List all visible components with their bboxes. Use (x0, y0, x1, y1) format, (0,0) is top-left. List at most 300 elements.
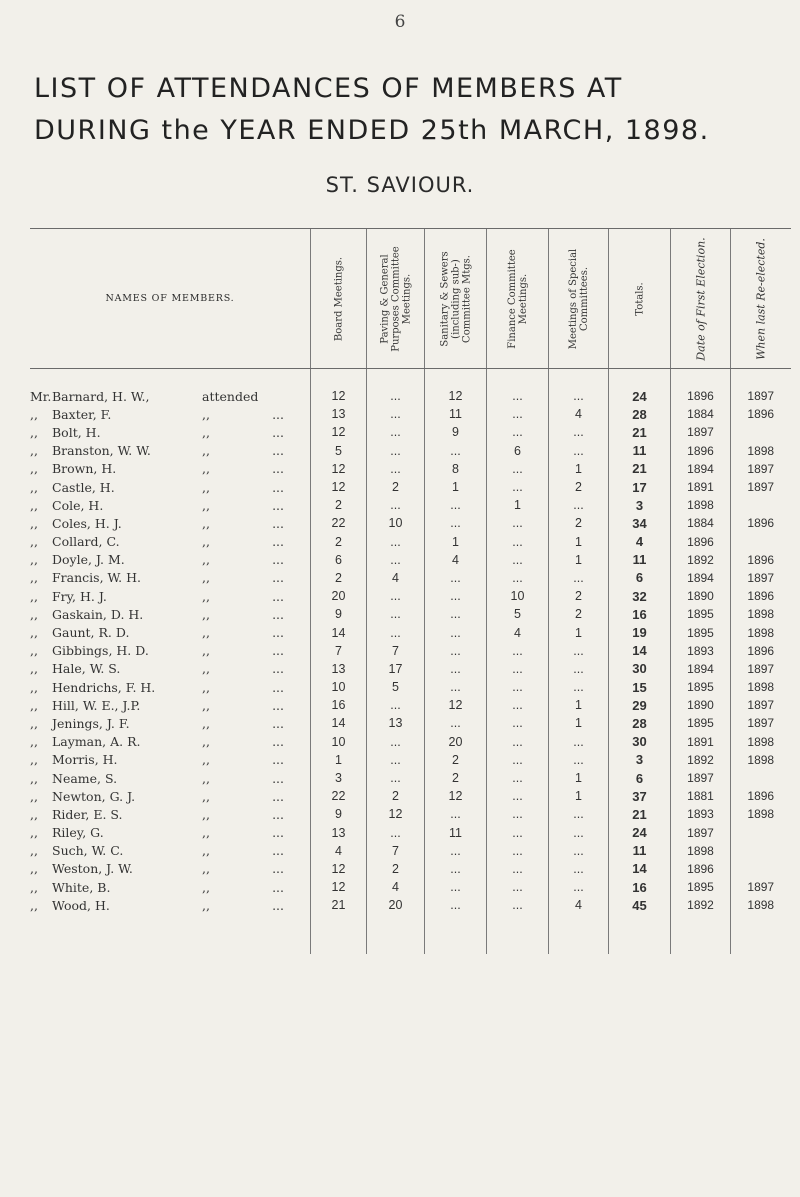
member-name-cell (30, 678, 311, 696)
special-count: ... (549, 423, 609, 441)
paving-count: ... (367, 587, 425, 605)
attended-label: ,, (202, 570, 210, 586)
finance-count: ... (487, 460, 549, 478)
name-prefix: ,, (30, 770, 38, 786)
reelected-year: 1898 (731, 805, 791, 823)
sanitary-count: 12 (425, 387, 487, 405)
paving-count: ... (367, 442, 425, 460)
board-count: 13 (311, 660, 367, 678)
attended-label: ,, (202, 788, 210, 804)
first-election-year: 1891 (671, 733, 731, 751)
reelected-year: 1896 (731, 514, 791, 532)
header-names: NAMES OF MEMBERS. (30, 229, 311, 369)
attended-label: ,, (202, 406, 210, 422)
total-count: 32 (609, 587, 671, 605)
member-name: Coles, H. J. (52, 515, 122, 531)
board-count: 9 (311, 605, 367, 623)
reelected-year: 1898 (731, 442, 791, 460)
board-count: 2 (311, 533, 367, 551)
member-name-cell (30, 533, 311, 551)
leader-dots: ... (272, 406, 284, 422)
attended-label: ,, (202, 861, 210, 877)
paving-count: 13 (367, 714, 425, 732)
first-election-year: 1890 (671, 587, 731, 605)
leader-dots: ... (272, 625, 284, 641)
member-name-cell (30, 623, 311, 641)
sanitary-count: ... (425, 660, 487, 678)
first-election-year: 1884 (671, 514, 731, 532)
reelected-year: 1896 (731, 405, 791, 423)
table-row (30, 805, 791, 823)
table-row (30, 678, 791, 696)
first-election-year: 1890 (671, 696, 731, 714)
table-tail-row (30, 914, 791, 954)
title-line-1: LIST OF ATTENDANCES OF MEMBERS AT (34, 73, 623, 104)
finance-count: ... (487, 551, 549, 569)
attended-label: ,, (202, 843, 210, 859)
special-count: 1 (549, 696, 609, 714)
table-row (30, 860, 791, 878)
table-row (30, 824, 791, 842)
leader-dots: ... (272, 606, 284, 622)
attended-label: ,, (202, 752, 210, 768)
special-count: 1 (549, 460, 609, 478)
finance-count: ... (487, 896, 549, 914)
sanitary-count: ... (425, 442, 487, 460)
member-name-cell (30, 860, 311, 878)
reelected-year (731, 769, 791, 787)
finance-count: ... (487, 642, 549, 660)
reelected-year: 1896 (731, 551, 791, 569)
member-name-cell (30, 551, 311, 569)
special-count: 1 (549, 714, 609, 732)
first-election-year: 1896 (671, 387, 731, 405)
name-prefix: ,, (30, 788, 38, 804)
table-row (30, 478, 791, 496)
board-count: 5 (311, 442, 367, 460)
total-count: 28 (609, 714, 671, 732)
sanitary-count: 11 (425, 405, 487, 423)
attended-label: ,, (202, 534, 210, 550)
board-count: 14 (311, 623, 367, 641)
member-name: Riley, G. (52, 825, 104, 841)
first-election-year: 1892 (671, 751, 731, 769)
reelected-year: 1897 (731, 387, 791, 405)
paving-count: ... (367, 496, 425, 514)
first-election-year: 1895 (671, 605, 731, 623)
member-name-cell (30, 842, 311, 860)
special-count: 1 (549, 533, 609, 551)
special-count: ... (549, 860, 609, 878)
table-row (30, 533, 791, 551)
leader-dots: ... (272, 788, 284, 804)
sanitary-count: 11 (425, 824, 487, 842)
first-election-year: 1897 (671, 824, 731, 842)
member-name-cell (30, 787, 311, 805)
attended-label: ,, (202, 770, 210, 786)
member-name: Collard, C. (52, 534, 120, 550)
sanitary-count: 8 (425, 460, 487, 478)
board-count: 12 (311, 478, 367, 496)
table-row (30, 514, 791, 532)
paving-count: 7 (367, 642, 425, 660)
member-name: Baxter, F. (52, 406, 112, 422)
member-name-cell (30, 878, 311, 896)
table-row (30, 787, 791, 805)
total-count: 14 (609, 642, 671, 660)
member-name: Weston, J. W. (52, 861, 133, 877)
sanitary-count: ... (425, 623, 487, 641)
reelected-year (731, 842, 791, 860)
name-prefix: ,, (30, 406, 38, 422)
special-count: ... (549, 678, 609, 696)
first-election-year: 1895 (671, 878, 731, 896)
member-name: Hill, W. E., J.P. (52, 697, 141, 713)
name-prefix: Mr. (30, 388, 52, 404)
name-prefix: ,, (30, 661, 38, 677)
name-prefix: ,, (30, 825, 38, 841)
member-name: Francis, W. H. (52, 570, 141, 586)
special-count: ... (549, 642, 609, 660)
finance-count: ... (487, 387, 549, 405)
member-name-cell (30, 714, 311, 732)
reelected-year: 1898 (731, 733, 791, 751)
board-count: 10 (311, 678, 367, 696)
first-election-year: 1898 (671, 496, 731, 514)
sanitary-count: ... (425, 805, 487, 823)
leader-dots: ... (272, 897, 284, 913)
name-prefix: ,, (30, 479, 38, 495)
attended-label: attended (202, 388, 259, 404)
sanitary-count: 9 (425, 423, 487, 441)
member-name: Hale, W. S. (52, 661, 121, 677)
total-count: 30 (609, 733, 671, 751)
total-count: 14 (609, 860, 671, 878)
sanitary-count: ... (425, 714, 487, 732)
member-name-cell (30, 751, 311, 769)
total-count: 6 (609, 769, 671, 787)
name-prefix: ,, (30, 734, 38, 750)
attended-label: ,, (202, 515, 210, 531)
finance-count: 5 (487, 605, 549, 623)
member-name-cell (30, 605, 311, 623)
paving-count: 4 (367, 878, 425, 896)
name-prefix: ,, (30, 424, 38, 440)
name-prefix: ,, (30, 843, 38, 859)
board-count: 16 (311, 696, 367, 714)
board-count: 6 (311, 551, 367, 569)
finance-count: 4 (487, 623, 549, 641)
member-name: Neame, S. (52, 770, 118, 786)
reelected-year (731, 423, 791, 441)
special-count: 4 (549, 896, 609, 914)
board-count: 7 (311, 642, 367, 660)
member-name: Cole, H. (52, 497, 104, 513)
total-count: 11 (609, 842, 671, 860)
finance-count: ... (487, 824, 549, 842)
member-name-cell (30, 423, 311, 441)
total-count: 15 (609, 678, 671, 696)
member-name-cell (30, 587, 311, 605)
name-prefix: ,, (30, 806, 38, 822)
reelected-year: 1896 (731, 642, 791, 660)
name-prefix: ,, (30, 679, 38, 695)
attended-label: ,, (202, 606, 210, 622)
member-name-cell (30, 569, 311, 587)
first-election-year: 1896 (671, 533, 731, 551)
finance-count: ... (487, 569, 549, 587)
leader-dots: ... (272, 461, 284, 477)
leader-dots: ... (272, 861, 284, 877)
attended-label: ,, (202, 461, 210, 477)
spacer-row (30, 369, 791, 388)
first-election-year: 1895 (671, 714, 731, 732)
attended-label: ,, (202, 552, 210, 568)
table-row (30, 460, 791, 478)
first-election-year: 1894 (671, 660, 731, 678)
paving-count: ... (367, 387, 425, 405)
name-prefix: ,, (30, 497, 38, 513)
reelected-year (731, 496, 791, 514)
special-count: 1 (549, 551, 609, 569)
paving-count: ... (367, 733, 425, 751)
member-name: White, B. (52, 879, 111, 895)
board-count: 1 (311, 751, 367, 769)
paving-count: ... (367, 405, 425, 423)
attended-label: ,, (202, 479, 210, 495)
total-count: 37 (609, 787, 671, 805)
leader-dots: ... (272, 697, 284, 713)
first-election-year: 1894 (671, 569, 731, 587)
member-name-cell (30, 660, 311, 678)
first-election-year: 1893 (671, 805, 731, 823)
leader-dots: ... (272, 770, 284, 786)
reelected-year: 1898 (731, 751, 791, 769)
header-totals: Totals. (609, 229, 671, 369)
special-count: ... (549, 442, 609, 460)
first-election-year: 1897 (671, 423, 731, 441)
member-name: Gaunt, R. D. (52, 625, 130, 641)
paving-count: ... (367, 623, 425, 641)
member-name-cell (30, 733, 311, 751)
total-count: 6 (609, 569, 671, 587)
first-election-year: 1894 (671, 460, 731, 478)
board-count: 22 (311, 514, 367, 532)
sanitary-count: ... (425, 587, 487, 605)
total-count: 16 (609, 878, 671, 896)
table-row (30, 551, 791, 569)
attended-label: ,, (202, 625, 210, 641)
board-count: 2 (311, 569, 367, 587)
reelected-year: 1898 (731, 623, 791, 641)
reelected-year: 1897 (731, 478, 791, 496)
sanitary-count: ... (425, 678, 487, 696)
leader-dots: ... (272, 570, 284, 586)
attended-label: ,, (202, 588, 210, 604)
board-count: 13 (311, 824, 367, 842)
leader-dots: ... (272, 843, 284, 859)
paving-count: 5 (367, 678, 425, 696)
board-count: 9 (311, 805, 367, 823)
table-row (30, 878, 791, 896)
paving-count: ... (367, 751, 425, 769)
attended-label: ,, (202, 697, 210, 713)
header-paving: Paving & General Purposes Committee Meetings. (367, 229, 425, 369)
finance-count: ... (487, 842, 549, 860)
member-name-cell (30, 896, 311, 914)
total-count: 28 (609, 405, 671, 423)
attended-label: ,, (202, 497, 210, 513)
first-election-year: 1896 (671, 860, 731, 878)
attended-label: ,, (202, 825, 210, 841)
member-name: Layman, A. R. (52, 734, 141, 750)
table-row (30, 587, 791, 605)
leader-dots: ... (272, 588, 284, 604)
paving-count: 2 (367, 860, 425, 878)
reelected-year (731, 533, 791, 551)
special-count: 1 (549, 769, 609, 787)
first-election-year: 1895 (671, 678, 731, 696)
member-name: Wood, H. (52, 897, 110, 913)
finance-count: ... (487, 514, 549, 532)
member-name-cell (30, 769, 311, 787)
leader-dots: ... (272, 443, 284, 459)
first-election-year: 1884 (671, 405, 731, 423)
header-board: Board Meetings. (311, 229, 367, 369)
reelected-year: 1897 (731, 714, 791, 732)
leader-dots: ... (272, 806, 284, 822)
page-number: 6 (394, 12, 406, 32)
sanitary-count: ... (425, 514, 487, 532)
paving-count: ... (367, 533, 425, 551)
total-count: 34 (609, 514, 671, 532)
attended-label: ,, (202, 679, 210, 695)
total-count: 21 (609, 423, 671, 441)
name-prefix: ,, (30, 534, 38, 550)
special-count: ... (549, 824, 609, 842)
paving-count: ... (367, 824, 425, 842)
table-row (30, 496, 791, 514)
paving-count: 7 (367, 842, 425, 860)
special-count: 2 (549, 514, 609, 532)
sanitary-count: 1 (425, 533, 487, 551)
first-election-year: 1881 (671, 787, 731, 805)
board-count: 4 (311, 842, 367, 860)
member-name-cell (30, 496, 311, 514)
reelected-year: 1896 (731, 787, 791, 805)
special-count: ... (549, 842, 609, 860)
member-name-cell (30, 642, 311, 660)
reelected-year: 1898 (731, 605, 791, 623)
member-name: Bolt, H. (52, 424, 101, 440)
page-title (34, 68, 794, 152)
finance-count: ... (487, 533, 549, 551)
first-election-year: 1898 (671, 842, 731, 860)
special-count: 2 (549, 478, 609, 496)
member-name: Gaskain, D. H. (52, 606, 144, 622)
finance-count: ... (487, 751, 549, 769)
name-prefix: ,, (30, 861, 38, 877)
leader-dots: ... (272, 643, 284, 659)
name-prefix: ,, (30, 515, 38, 531)
member-name: Newton, G. J. (52, 788, 136, 804)
special-count: ... (549, 805, 609, 823)
name-prefix: ,, (30, 897, 38, 913)
attended-label: ,, (202, 661, 210, 677)
special-count: ... (549, 878, 609, 896)
sanitary-count: 4 (425, 551, 487, 569)
member-name: Rider, E. S. (52, 806, 123, 822)
reelected-year: 1897 (731, 878, 791, 896)
board-count: 13 (311, 405, 367, 423)
name-prefix: ,, (30, 625, 38, 641)
name-prefix: ,, (30, 606, 38, 622)
board-count: 20 (311, 587, 367, 605)
table-row (30, 605, 791, 623)
paving-count: ... (367, 769, 425, 787)
finance-count: ... (487, 769, 549, 787)
finance-count: ... (487, 660, 549, 678)
reelected-year: 1897 (731, 569, 791, 587)
paving-count: 12 (367, 805, 425, 823)
sanitary-count: ... (425, 860, 487, 878)
table-row (30, 623, 791, 641)
special-count: ... (549, 733, 609, 751)
member-name-cell (30, 514, 311, 532)
total-count: 4 (609, 533, 671, 551)
total-count: 45 (609, 896, 671, 914)
header-finance: Finance Committee Meetings. (487, 229, 549, 369)
table-row (30, 387, 791, 405)
leader-dots: ... (272, 715, 284, 731)
paving-count: 20 (367, 896, 425, 914)
sanitary-count: 12 (425, 696, 487, 714)
first-election-year: 1897 (671, 769, 731, 787)
paving-count: 2 (367, 787, 425, 805)
paving-count: 17 (367, 660, 425, 678)
total-count: 3 (609, 496, 671, 514)
table-row (30, 442, 791, 460)
board-count: 10 (311, 733, 367, 751)
member-name-cell (30, 442, 311, 460)
finance-count: ... (487, 733, 549, 751)
attended-label: ,, (202, 897, 210, 913)
name-prefix: ,, (30, 588, 38, 604)
leader-dots: ... (272, 679, 284, 695)
total-count: 24 (609, 387, 671, 405)
paving-count: ... (367, 423, 425, 441)
sanitary-count: 20 (425, 733, 487, 751)
special-count: ... (549, 496, 609, 514)
board-count: 14 (311, 714, 367, 732)
name-prefix: ,, (30, 570, 38, 586)
total-count: 11 (609, 442, 671, 460)
member-name: Such, W. C. (52, 843, 124, 859)
board-count: 12 (311, 860, 367, 878)
board-count: 22 (311, 787, 367, 805)
member-name-cell (30, 824, 311, 842)
header-first-election: Date of First Election. (671, 229, 731, 369)
first-election-year: 1892 (671, 551, 731, 569)
table-row (30, 405, 791, 423)
name-prefix: ,, (30, 461, 38, 477)
sanitary-count: 1 (425, 478, 487, 496)
member-name-cell (30, 478, 311, 496)
total-count: 21 (609, 460, 671, 478)
sanitary-count: ... (425, 878, 487, 896)
first-election-year: 1892 (671, 896, 731, 914)
member-name: Gibbings, H. D. (52, 643, 149, 659)
